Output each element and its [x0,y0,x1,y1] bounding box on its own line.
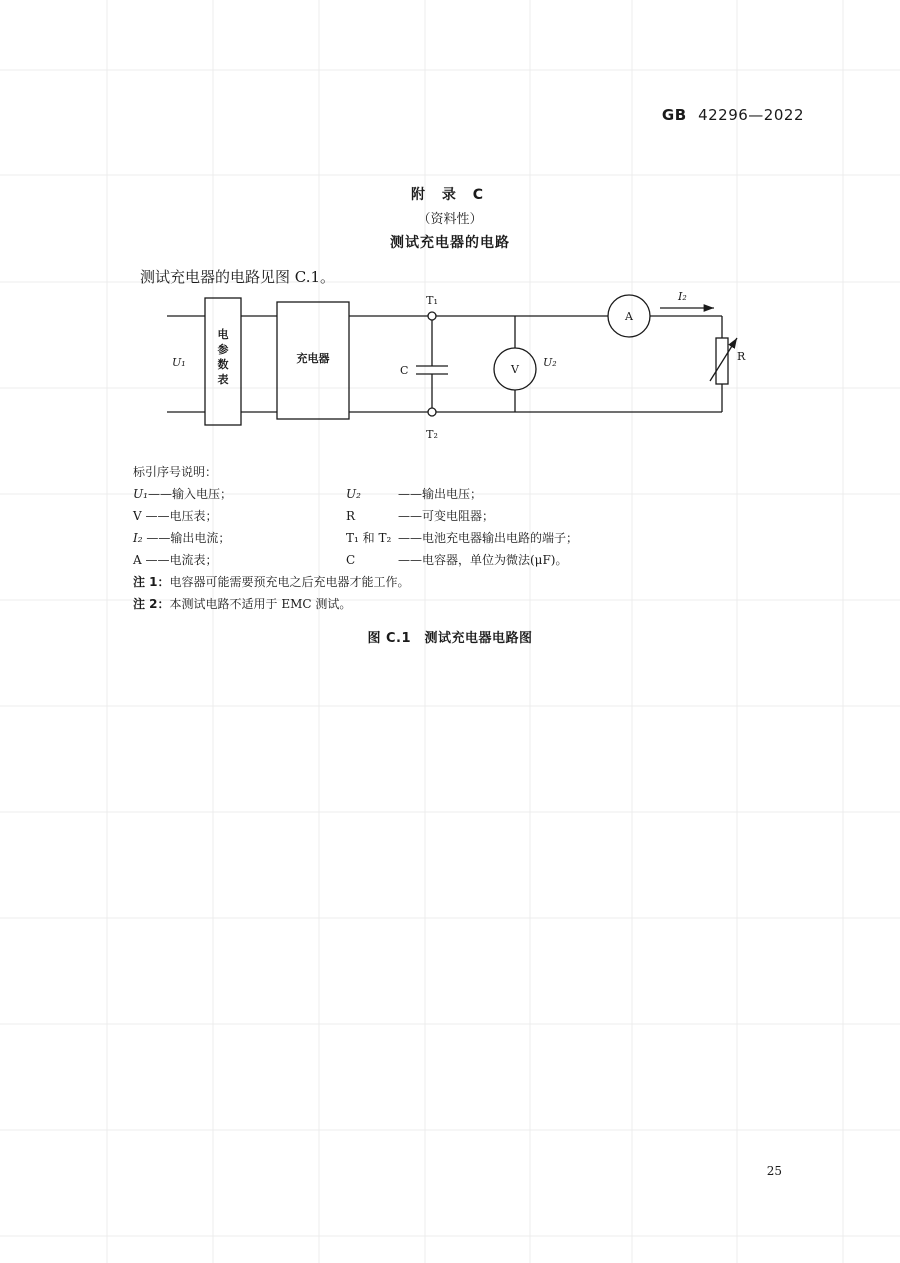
legend-title: 标引序号说明： [133,465,218,479]
i2-label: I₂ [678,290,687,303]
standard-prefix: GB [661,106,687,124]
page-number: 25 [766,1164,782,1178]
circuit-diagram [0,0,900,460]
resistor-label: R [737,350,746,363]
u2-label: U₂ [543,356,557,369]
standard-code: 42296—2022 [698,106,804,124]
legend-item: I₂ ——输出电流； [133,531,231,545]
legend-item: U₂ ——输出电压； [346,487,483,501]
charger-label: 充电器 [296,352,330,365]
appendix-title: 测试充电器的电路 [390,235,510,251]
terminal-t2 [428,408,436,416]
legend-item: A ——电流表； [133,553,218,567]
meter-char-4: 表 [217,373,229,386]
legend-item: T₁ 和 T₂ ——电池充电器输出电路的端子； [346,531,579,545]
legend-item: U₁——输入电压； [133,487,232,501]
terminal-t1 [428,312,436,320]
legend-item: V ——电压表； [133,509,218,523]
note-2: 注 2：本测试电路不适用于 EMC 测试。 [133,597,352,611]
t2-label: T₂ [426,428,438,441]
u1-label: U₁ [172,356,186,369]
legend-item: C ——电容器，单位为微法(μF)。 [346,553,568,567]
appendix-label: 附 录 C [410,187,490,203]
voltmeter-symbol: V [511,363,519,376]
ammeter-symbol: A [625,310,633,323]
intro-paragraph: 测试充电器的电路见图 C.1。 [140,268,336,286]
legend-item: R ——可变电阻器； [346,509,495,523]
note-1: 注 1：电容器可能需要预充电之后充电器才能工作。 [133,575,410,589]
meter-char-2: 参 [217,343,229,356]
meter-char-1: 电 [217,328,229,341]
figure-caption: 图 C.1 测试充电器电路图 [367,631,533,646]
meter-char-3: 数 [217,358,229,371]
appendix-nature: （资料性） [417,212,483,227]
capacitor-label: C [400,364,409,377]
t1-label: T₁ [426,294,438,307]
